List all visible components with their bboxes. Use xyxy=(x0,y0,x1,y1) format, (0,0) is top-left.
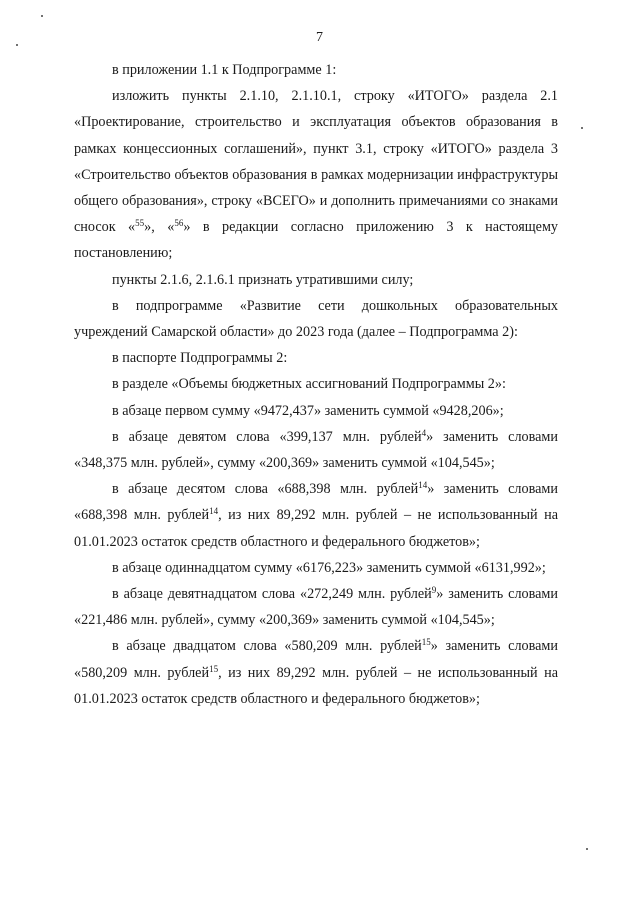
scan-speck xyxy=(16,44,18,46)
paragraph xyxy=(74,476,558,555)
paragraph xyxy=(74,293,558,345)
paragraph xyxy=(74,633,558,712)
paragraph-text: в абзаце первом сумму «9472,437» заменить суммой «9428,206»; xyxy=(112,402,504,419)
footnote-mark: 14 xyxy=(209,506,219,517)
paragraph-text: изложить пункты 2.1.10, 2.1.10.1, строку «ИТОГО» раздела 2.1 «Проектирование, строительство и эксплуатация объектов образования в рамках концессионных соглашений», пункт 3.1, строку «ИТОГО» раздела 3 «Строительство объектов образования в рамках модернизации инфраструктуры общего образования», строку «ВСЕГО» и дополнить примечаниями со знаками сносок «$^{55}$», «$^{56}$» в редакции согласно приложению 3 к настоящему постановлению; xyxy=(74,88,559,262)
footnote-mark: 14 xyxy=(418,480,428,491)
paragraph xyxy=(74,398,558,424)
paragraph xyxy=(74,345,558,371)
paragraph xyxy=(74,267,558,293)
page-number: 7 xyxy=(316,30,323,45)
paragraph-text: в приложении 1.1 к Подпрограмме 1: xyxy=(112,62,337,78)
paragraph-text: в абзаце десятом слова «688,398 млн. рублей$^{14}$» заменить словами «688,398 млн. рублей$^{14}$, из них 89,292 млн. рублей – не использованный на 01.01.2023 остаток средств областного и федерального бюджетов»; xyxy=(74,480,558,550)
paragraph-text: в абзаце одиннадцатом сумму «6176,223» заменить суммой «6131,992»; xyxy=(112,559,546,576)
paragraph xyxy=(74,555,558,581)
scan-speck xyxy=(581,127,583,129)
footnote-mark: 15 xyxy=(209,663,219,674)
paragraph xyxy=(74,57,558,83)
scan-speck xyxy=(586,848,588,850)
paragraph-text: в абзаце двадцатом слова «580,209 млн. рублей$^{15}$» заменить словами «580,209 млн. рублей$^{15}$, из них 89,292 млн. рублей – не использованный на 01.01.2023 остаток средств областного и федерального бюджетов»; xyxy=(74,637,558,707)
footnote-mark: 56 xyxy=(174,218,184,229)
paragraph xyxy=(74,83,558,266)
paragraph-text: в абзаце девятом слова «399,137 млн. рублей$^4$» заменить словами «348,375 млн. рублей», сумму «200,369» заменить суммой «104,545»; xyxy=(74,427,558,472)
paragraph-text: в абзаце девятнадцатом слова «272,249 млн. рублей$^9$» заменить словами «221,486 млн. рублей», сумму «200,369» заменить суммой «104,545»; xyxy=(74,585,559,629)
document-body xyxy=(74,57,558,712)
footnote-mark: 55 xyxy=(135,218,145,229)
footnote-mark: 4 xyxy=(421,427,427,438)
footnote-mark: 15 xyxy=(421,637,431,648)
paragraph-text: в подпрограмме «Развитие сети дошкольных образовательных учреждений Самарской области» до 2023 года (далее – Подпрограмма 2): xyxy=(74,297,558,341)
footnote-mark: 9 xyxy=(431,585,437,596)
paragraph xyxy=(74,581,558,633)
paragraph-text: пункты 2.1.6, 2.1.6.1 признать утратившими силу; xyxy=(112,271,414,288)
paragraph-text: в паспорте Подпрограммы 2: xyxy=(112,350,288,367)
paragraph-text: в разделе «Объемы бюджетных ассигнований Подпрограммы 2»: xyxy=(112,376,506,393)
scan-speck xyxy=(41,15,43,17)
paragraph xyxy=(74,424,558,476)
paragraph xyxy=(74,371,558,397)
